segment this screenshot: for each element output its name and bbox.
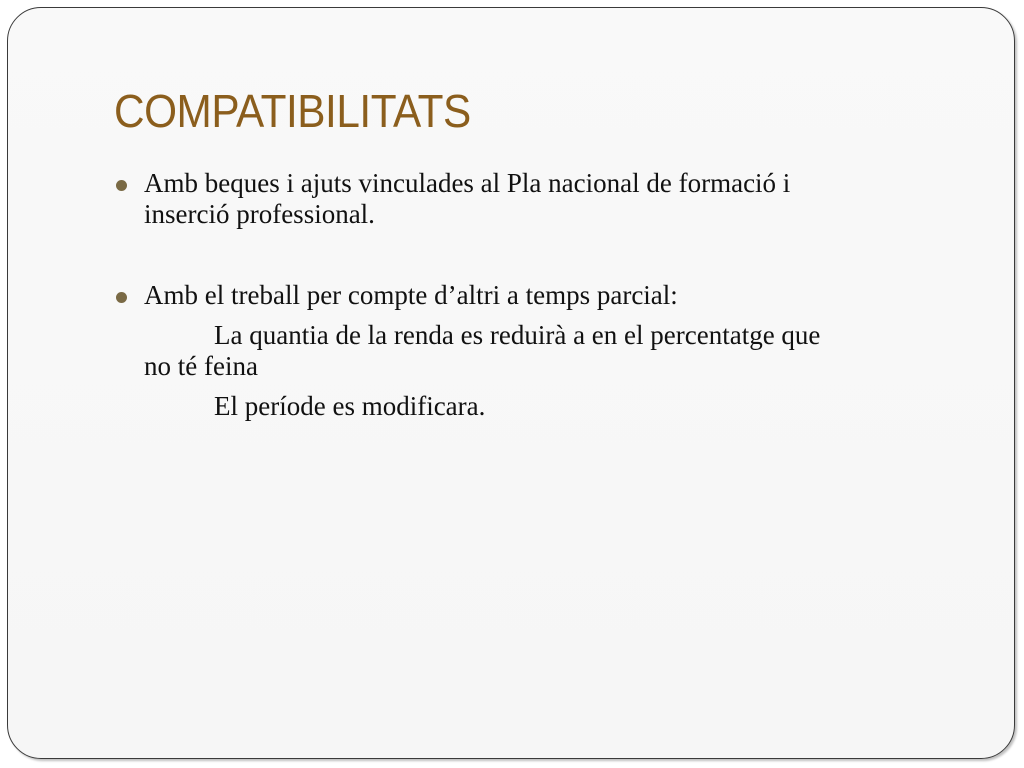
sub-text-line: La quantia de la renda es reduirà a en el percentatge que [214, 320, 821, 350]
bullet-dot-icon [116, 180, 127, 191]
bullet-text-line: Amb el treball per compte d’altri a temps parcial: [144, 280, 678, 310]
sub-item [144, 391, 972, 422]
bullet-item [112, 280, 972, 422]
sub-text-line: no té feina [144, 351, 258, 381]
bullet-text-line: Amb beques i ajuts vinculades al Pla nacional de formació i [144, 168, 791, 198]
slide-body [112, 166, 972, 422]
sub-item [144, 320, 972, 382]
bullet-text-line: inserció professional. [144, 199, 375, 229]
slide-title: COMPATIBILITATS [114, 85, 471, 137]
bullet-item [112, 168, 972, 230]
sub-text-line: El període es modificara. [214, 391, 486, 421]
bullet-dot-icon [116, 292, 127, 303]
